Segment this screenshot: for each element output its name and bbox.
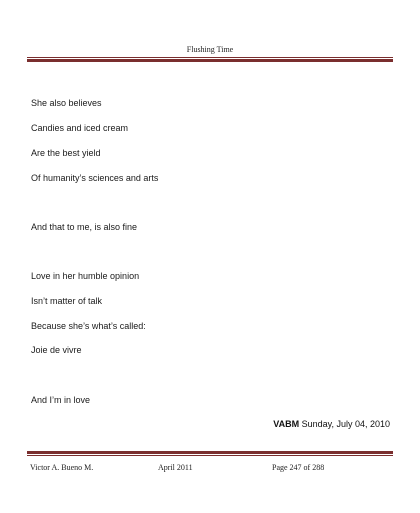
footer-edition: April 2011: [158, 463, 193, 472]
poem-line: And that to me, is also fine: [31, 222, 138, 232]
footer-rule-thin: [27, 455, 393, 456]
header-rule-thin: [27, 57, 393, 58]
poem-line: Are the best yield: [31, 148, 101, 158]
header-title: Flushing Time: [186, 45, 234, 54]
poem-line: Because she’s what’s called:: [31, 321, 146, 331]
signature-date: Sunday, July 04, 2010: [301, 419, 390, 429]
footer-rule-thick: [27, 451, 393, 454]
footer-author: Victor A. Bueno M.: [30, 463, 94, 472]
footer-page-number: Page 247 of 288: [272, 463, 325, 472]
poem-line: Love in her humble opinion: [31, 271, 140, 281]
header-rule-thick: [27, 59, 393, 62]
poem-line: Candies and iced cream: [31, 123, 129, 133]
signature: [273, 419, 390, 429]
poem-line: Isn’t matter of talk: [31, 296, 103, 306]
poem-line: And I’m in love: [31, 395, 91, 405]
signature-initials: VABM: [273, 419, 300, 429]
poem-line: She also believes: [31, 98, 102, 108]
poem-line: Of humanity’s sciences and arts: [31, 173, 159, 183]
poem-line: Joie de vivre: [31, 345, 82, 355]
